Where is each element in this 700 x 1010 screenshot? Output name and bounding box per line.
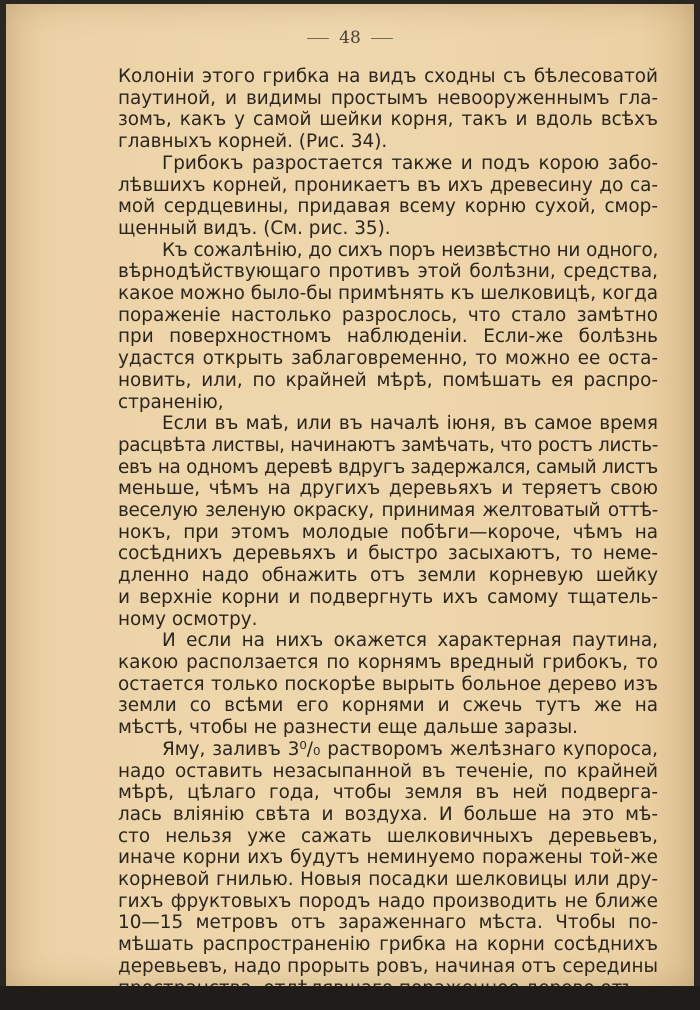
text-line: дленно надо обнажить отъ земли корневую шейку: [118, 565, 658, 587]
left-dash: [307, 38, 329, 39]
paragraph: [118, 413, 658, 630]
book-page: [6, 4, 694, 986]
text-line: щенный видъ. (См. рис. 35).: [118, 217, 391, 239]
text-line: Колоніи этого грибка на видъ сходны съ бѣлесоватой: [118, 66, 658, 87]
text-line: новить, или, по крайней мѣрѣ, помѣшать ея распро-: [118, 369, 658, 391]
text-line: ному осмотру.: [118, 608, 258, 630]
scan-border: [0, 986, 700, 1010]
body-text: [118, 66, 658, 999]
text-line: и верхніе корни и подвергнуть ихъ самому тщатель-: [118, 586, 658, 608]
text-line: мѣрѣ, цѣлаго года, чтобы земля въ ней подверга-: [118, 782, 658, 804]
paragraph: [118, 630, 658, 739]
text-line: мѣстѣ, чтобы не разнести еще дальше заразы.: [118, 717, 579, 739]
text-line: надо оставить незасыпанной въ теченіе, по крайней: [118, 760, 658, 782]
text-line: И если на нихъ окажется характерная паутина,: [162, 630, 658, 652]
text-line: веселую зеленую окраску, принимая желтоватый оттѣ-: [118, 500, 658, 522]
text-line: сосѣднихъ деревьяхъ и быстро засыхаютъ, то неме-: [118, 543, 658, 565]
text-line: мѣшать распространенію грибка на корни сосѣднихъ: [118, 934, 658, 956]
paragraph: [118, 739, 658, 999]
text-line: лась вліянію свѣта и воздуха. И больше на это мѣ-: [118, 803, 658, 825]
text-line: евъ на одномъ деревѣ вдругъ задержался, самый листъ: [118, 456, 658, 478]
text-line: главныхъ корней. (Рис. 34).: [118, 131, 388, 153]
right-dash: [371, 38, 393, 39]
text-line: мой сердцевины, придавая всему корню сухой, смор-: [118, 196, 658, 218]
text-line: меньше, чѣмъ на другихъ деревьяхъ и теряетъ свою: [118, 478, 658, 500]
text-line: зомъ, какъ у самой шейки корня, такъ и вдоль всѣхъ: [118, 109, 658, 131]
text-line: расцвѣта листвы, начинаютъ замѣчать, что ростъ листь-: [118, 434, 658, 456]
text-line: Грибокъ разростается также и подъ корою забо-: [162, 152, 658, 174]
text-line: земли со всѣми его корнями и сжечь тутъ же на: [118, 695, 658, 717]
text-line: пораженіе настолько разрослось, что стало замѣтно: [118, 304, 658, 326]
text-line: Яму, заливъ 3⁰/₀ растворомъ желѣзнаго купороса,: [162, 738, 658, 760]
text-line: страненію,: [118, 391, 224, 413]
text-line: иначе корни ихъ будутъ неминуемо поражены той-же: [118, 847, 658, 869]
page-number: [6, 28, 694, 48]
text-line: Къ сожалѣнію, до сихъ поръ неизвѣстно ни одного,: [162, 239, 658, 261]
paragraph: [118, 66, 658, 153]
text-line: вѣрнодѣйствующаго противъ этой болѣзни, средства,: [118, 261, 658, 283]
text-line: лѣвшихъ корней, проникаетъ въ ихъ древесину до са-: [118, 174, 658, 196]
text-line: нокъ, при этомъ молодые побѣги—короче, чѣмъ на: [118, 521, 658, 543]
text-line: какою расползается по корнямъ вредный грибокъ, то: [118, 651, 658, 673]
text-line: корневой гнилью. Новыя посадки шелковицы или дру-: [118, 869, 658, 891]
text-line: деревьевъ, надо прорыть ровъ, начиная отъ середины: [118, 955, 658, 977]
text-line: при поверхностномъ наблюденіи. Если-же болѣзнь: [118, 326, 658, 348]
text-line: 10—15 метровъ отъ зараженнаго мѣста. Чтобы по-: [118, 912, 658, 934]
text-line: сто нельзя уже сажать шелковичныхъ деревьевъ,: [118, 825, 658, 847]
paragraph: [118, 240, 658, 414]
text-line: гихъ фруктовыхъ породъ надо производить не ближе: [118, 890, 658, 912]
text-line: Если въ маѣ, или въ началѣ іюня, въ самое время: [162, 413, 658, 435]
page-number-text: 48: [339, 28, 361, 48]
text-line: остается только поскорѣе вырыть больное дерево изъ: [118, 673, 658, 695]
text-line: паутиной, и видимы простымъ невооруженнымъ гла-: [118, 87, 658, 109]
paragraph: [118, 153, 658, 240]
text-line: удастся открыть заблаговременно, то можно ее оста-: [118, 348, 658, 370]
text-line: какое можно было-бы примѣнять къ шелковицѣ, когда: [118, 283, 658, 305]
